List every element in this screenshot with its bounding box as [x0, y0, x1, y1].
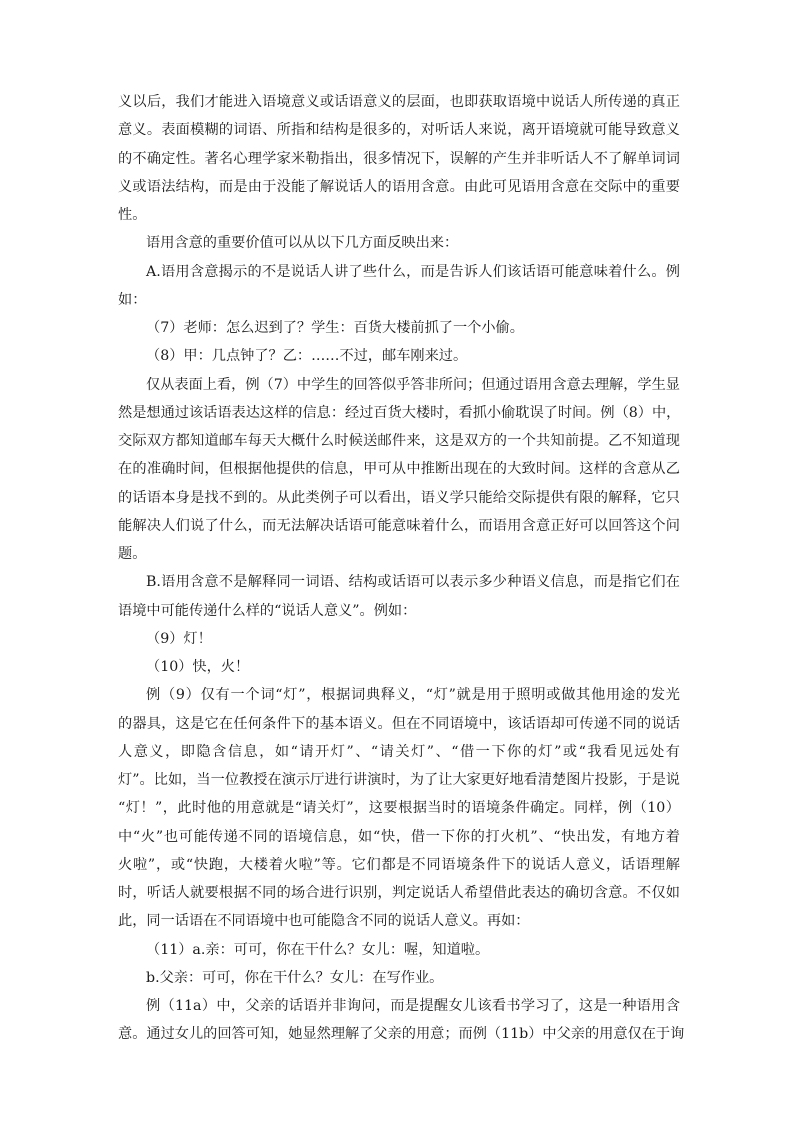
paragraph-line: 性。: [118, 207, 147, 223]
paragraph-line: （11）a.亲：可可，你在干什么？女儿：喔，知道啦。: [146, 941, 490, 958]
paragraph-line: （10）快，火！: [146, 659, 250, 675]
paragraph-line: B.语用含意不是解释同一词语、结构或话语可以表示多少种语义信息，而是指它们在: [146, 574, 680, 591]
paragraph-line: 仅从表面上看，例（7）中学生的回答似乎答非所问；但通过语用含意去理解，学生显: [146, 376, 680, 393]
paragraph-line: 的话语本身是找不到的。从此类例子可以看出，语义学只能给交际提供有限的解释，它只: [118, 489, 680, 506]
paragraph-line: （8）甲：几点钟了？乙：……不过，邮车刚来过。: [146, 348, 468, 365]
paragraph-line: 时，听话人就要根据不同的场合进行识别，判定说话人希望借此表达的确切含意。不仅如: [118, 885, 680, 901]
paragraph-line: 语境中可能传递什么样的“说话人意义”。例如：: [118, 602, 417, 619]
paragraph-line: （7）老师：怎么迟到了？学生：百货大楼前抓了一个小偷。: [146, 320, 524, 336]
paragraph-line: A.语用含意揭示的不是说话人讲了些什么，而是告诉人们该话语可能意味着什么。例: [146, 263, 680, 280]
paragraph-line: 语用含意的重要价值可以从以下几方面反映出来：: [146, 235, 459, 252]
paragraph-line: 义以后，我们才能进入语境意义或话语意义的层面，也即获取语境中说话人所传递的真正: [118, 94, 680, 110]
paragraph-line: 的器具，这是它在任何条件下的基本语义。但在不同语境中，该话语却可传递不同的说话: [118, 715, 680, 732]
paragraph-line: 然是想通过该话语表达这样的信息：经过百货大楼时，看抓小偷耽误了时间。例（8）中，: [118, 404, 681, 421]
paragraph-line: 火啦”，或“快跑，大楼着火啦”等。它们都是不同语境条件下的说话人意义，话语理解: [118, 856, 680, 873]
paragraph-line: “灯！”，此时他的用意就是“请关灯”，这要根据当时的语境条件确定。同样，例（10）: [118, 800, 680, 817]
paragraph-line: 例（11a）中，父亲的话语并非询问，而是提醒女儿该看书学习了，这是一种语用含: [146, 998, 680, 1014]
paragraph-line: 例（9）仅有一个词“灯”，根据词典释义，“灯”就是用于照明或做其他用途的发光: [146, 687, 680, 704]
paragraph-line: 灯”。比如，当一位教授在演示厅进行讲演时，为了让大家更好地看清楚图片投影，于是说: [118, 772, 680, 788]
paragraph-line: 中“火”也可能传递不同的语境信息，如“快，借一下你的打火机”、“快出发，有地方着: [118, 828, 680, 845]
paragraph-line: 在的准确时间，但根据他提供的信息，甲可从中推断出现在的大致时间。这样的含意从乙: [118, 461, 680, 478]
paragraph-line: 能解决人们说了什么，而无法解决话语可能意味着什么，而语用含意正好可以回答这个问: [118, 517, 680, 534]
paragraph-line: 意义。表面模糊的词语、所指和结构是很多的，对听话人来说，离开语境就可能导致意义: [118, 122, 680, 139]
paragraph-line: b.父亲：可可，你在干什么？女儿：在写作业。: [146, 969, 444, 986]
paragraph-line: 义或语法结构，而是由于没能了解说话人的语用含意。由此可见语用含意在交际中的重要: [118, 178, 680, 195]
paragraph-line: 题。: [118, 546, 147, 562]
paragraph-line: 的不确定性。著名心理学家米勒指出，很多情况下，误解的产生并非听话人不了解单词词: [118, 150, 680, 167]
paragraph-line: 如：: [118, 291, 147, 308]
paragraph-line: 人意义，即隐含信息，如“请开灯”、“请关灯”、“借一下你的灯”或“我看见远处有: [118, 743, 680, 760]
document-page: [118, 88, 685, 1049]
paragraph-line: 意。通过女儿的回答可知，她显然理解了父亲的用意；而例（11b）中父亲的用意仅在于询: [118, 1026, 685, 1043]
paragraph-line: （9）灯！: [146, 630, 212, 647]
paragraph-line: 交际双方都知道邮车每天大概什么时候送邮件来，这是双方的一个共知前提。乙不知道现: [118, 433, 680, 449]
paragraph-line: 此，同一话语在不同语境中也可能隐含不同的说话人意义。再如：: [118, 913, 530, 930]
